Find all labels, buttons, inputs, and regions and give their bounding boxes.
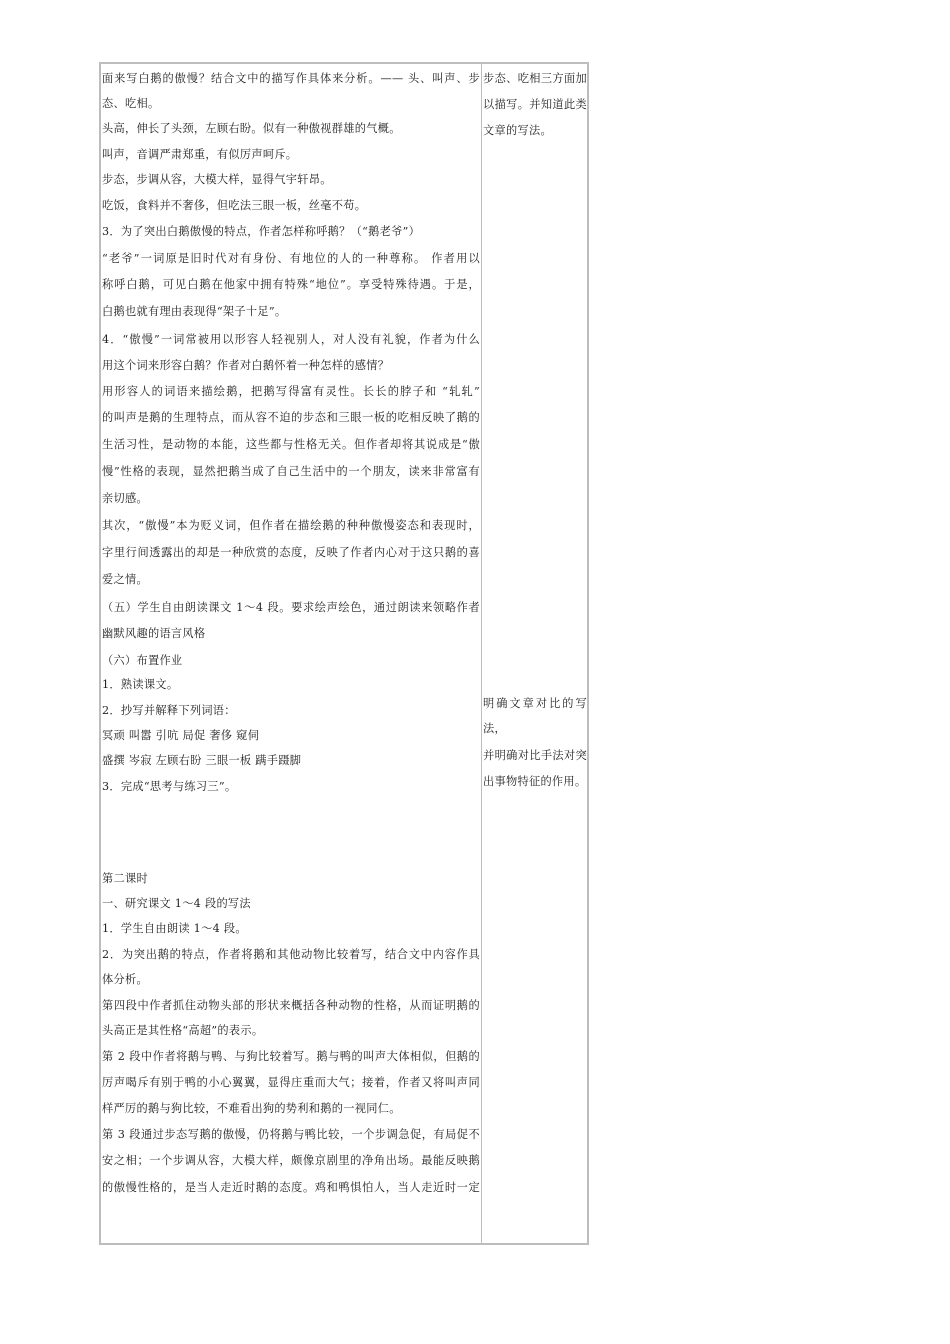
content-line: 安之相；一个步调从容，大模大样，颇像京剧里的净角出场。最能反映鹅: [102, 1154, 480, 1167]
content-line: 第二课时: [102, 872, 148, 885]
content-line: 2．为突出鹅的特点，作者将鹅和其他动物比较着写，结合文中内容作具: [102, 948, 480, 961]
content-line: 幽默风趣的语言风格: [102, 627, 206, 640]
content-line: 爱之情。: [102, 573, 148, 586]
content-line: （六）布置作业: [102, 654, 183, 667]
content-line: 态、吃相。: [102, 97, 160, 110]
content-line: 亲切感。: [102, 492, 148, 505]
content-line: 2．抄写并解释下列词语：: [102, 704, 236, 717]
content-line: 步态，步调从容，大模大样，显得气宇轩昂。: [102, 173, 332, 186]
intent-line: 并明确对比手法对突: [483, 749, 587, 762]
intent-line: 以描写。并知道此类: [483, 98, 587, 111]
content-line: 冥顽 叫嚣 引吭 局促 奢侈 窥伺: [102, 729, 260, 742]
content-line: 3．完成“思考与练习三”。: [102, 780, 237, 793]
content-line: 吃饭，食料并不奢侈，但吃法三眼一板，丝毫不苟。: [102, 199, 367, 212]
intent-line: 步态、吃相三方面加: [483, 72, 587, 85]
content-line: 第四段中作者抓住动物头部的形状来概括各种动物的性格，从而证明鹅的: [102, 999, 480, 1012]
content-line: 3．为了突出白鹅傲慢的特点，作者怎样称呼鹅？（“鹅老爷”）: [102, 225, 421, 238]
content-line: 1．熟读课文。: [102, 678, 179, 691]
content-line: 面来写白鹅的傲慢？结合文中的描写作具体来分析。—— 头、叫声、步: [102, 72, 480, 85]
intent-line: 文章的写法。: [483, 124, 552, 137]
content-line: 盛撰 岑寂 左顾右盼 三眼一板 蹒手蹑脚: [102, 754, 302, 767]
column-divider: [481, 64, 482, 1243]
content-line: 一、研究课文 1～4 段的写法: [102, 897, 251, 910]
content-line: 用形容人的词语来描绘鹅，把鹅写得富有灵性。长长的脖子和 “轧轧”: [102, 385, 480, 398]
content-line: （五）学生自由朗读课文 1～4 段。要求绘声绘色，通过朗读来领略作者: [102, 601, 480, 614]
content-line: 称呼白鹅，可见白鹅在他家中拥有特殊“地位”。享受特殊待遇。于是，: [102, 278, 480, 291]
content-line: 字里行间透露出的却是一种欣赏的态度，反映了作者内心对于这只鹅的喜: [102, 546, 480, 559]
intent-line: 明确文章对比的写: [483, 697, 587, 710]
content-line: 体分析。: [102, 973, 148, 986]
content-line: 厉声喝斥有别于鸭的小心翼翼，显得庄重而大气；接着，作者又将叫声同: [102, 1076, 480, 1089]
content-line: 样严厉的鹅与狗比较，不难看出狗的势利和鹅的一视同仁。: [102, 1102, 401, 1115]
content-line: 的叫声是鹅的生理特点，而从容不迫的步态和三眼一板的吃相反映了鹅的: [102, 411, 480, 424]
content-line: 1．学生自由朗读 1～4 段。: [102, 922, 247, 935]
content-line: “老爷”一词原是旧时代对有身份、有地位的人的一种尊称。 作者用以: [102, 252, 480, 265]
content-line: 慢”性格的表现，显然把鹅当成了自己生活中的一个朋友，读来非常富有: [102, 465, 480, 478]
content-line: 其次，“傲慢”本为贬义词，但作者在描绘鹅的种种傲慢姿态和表现时，: [102, 519, 480, 532]
content-line: 用这个词来形容白鹅？作者对白鹅怀着一种怎样的感情？: [102, 359, 390, 372]
content-line: 叫声，音调严肃郑重，有似厉声呵斥。: [102, 148, 298, 161]
content-line: 第 3 段通过步态写鹅的傲慢，仍将鹅与鸭比较，一个步调急促，有局促不: [102, 1128, 480, 1141]
content-line: 头高正是其性格“高超”的表示。: [102, 1024, 264, 1037]
content-line: 的傲慢性格的，是当人走近时鹅的态度。鸡和鸭惧怕人，当人走近时一定: [102, 1181, 480, 1194]
lesson-plan-table: [99, 62, 589, 1245]
content-line: 4．“傲慢”一词常被用以形容人轻视别人，对人没有礼貌，作者为什么: [102, 333, 480, 346]
content-line: 第 2 段中作者将鹅与鸭、与狗比较着写。鹅与鸭的叫声大体相似，但鹅的: [102, 1050, 480, 1063]
content-line: 生活习性，是动物的本能，这些都与性格无关。但作者却将其说成是“傲: [102, 438, 480, 451]
intent-line: 法，: [483, 722, 506, 735]
content-line: 白鹅也就有理由表现得“架子十足”。: [102, 305, 287, 318]
intent-line: 出事物特征的作用。: [483, 775, 587, 788]
content-line: 头高，伸长了头颈，左顾右盼。似有一种傲视群雄的气概。: [102, 122, 401, 135]
